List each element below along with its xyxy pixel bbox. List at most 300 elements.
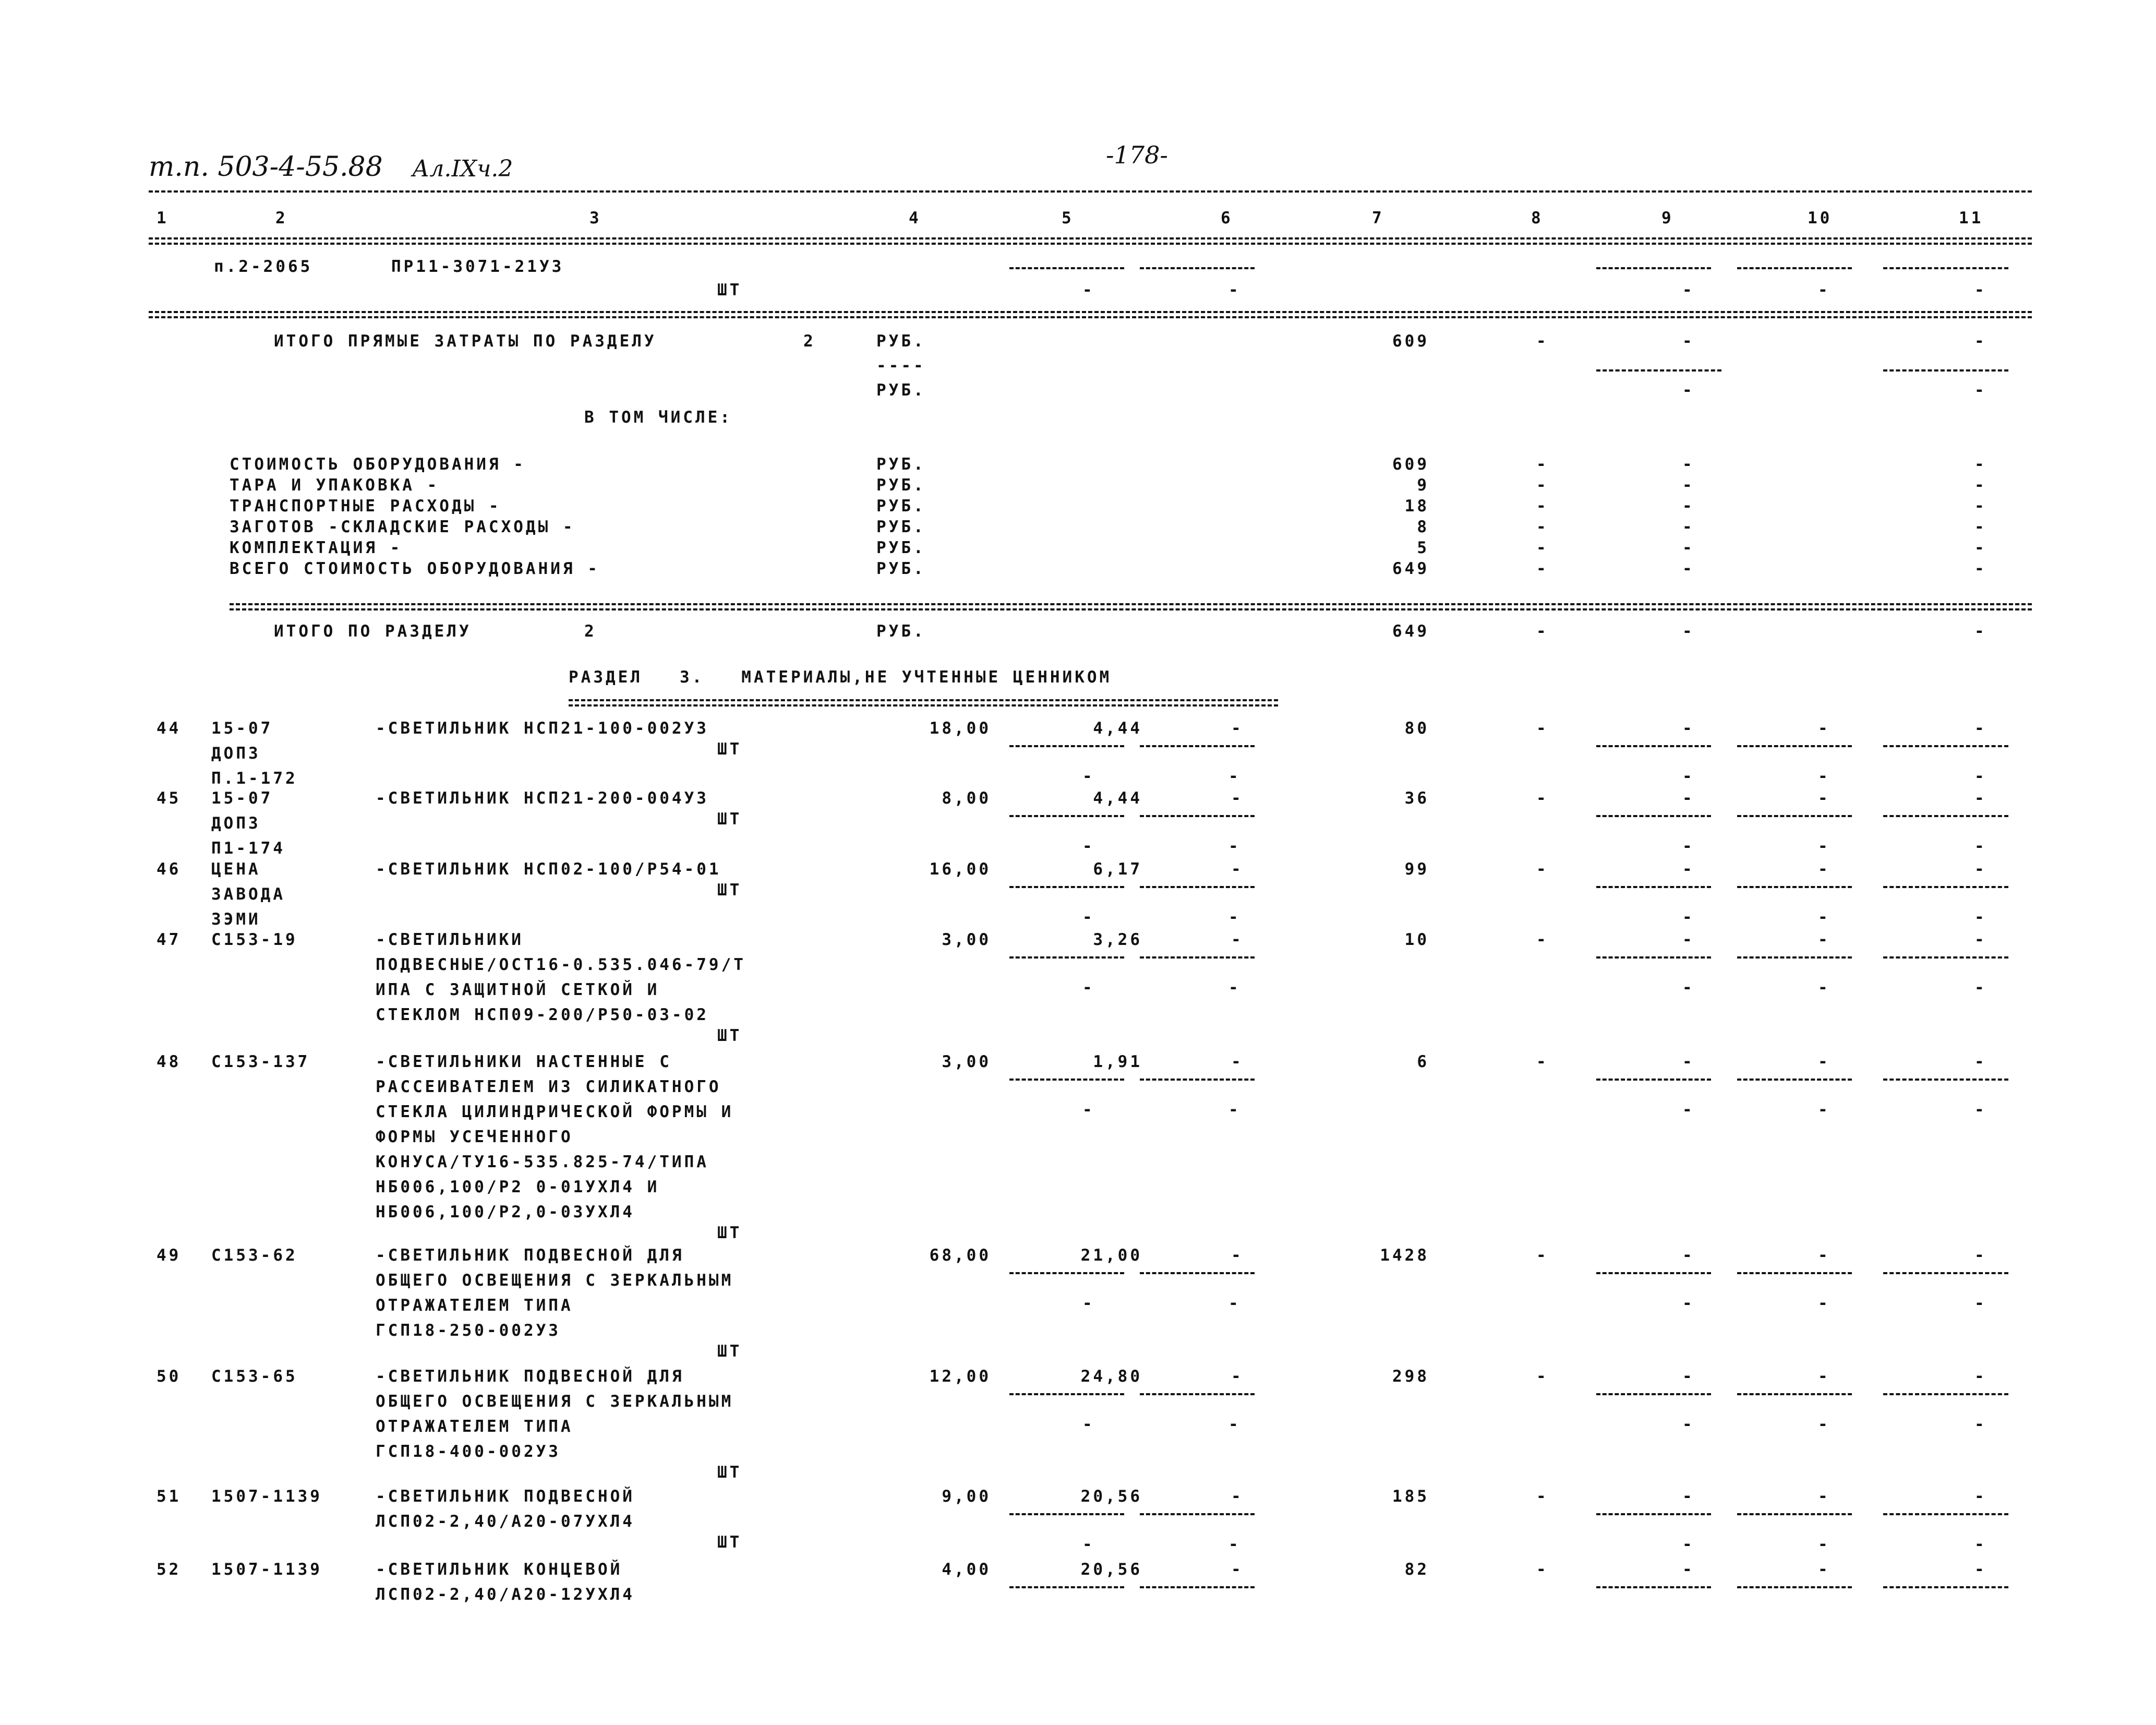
cell-dash: - [1082, 1415, 1095, 1434]
unit-label: РУБ. [876, 538, 926, 557]
cell-dash: - [1974, 789, 1987, 808]
cell-dash: - [1682, 559, 1695, 578]
cell-rule [1737, 886, 1852, 888]
section-number: 2 [584, 622, 597, 641]
column-number: 3 [589, 209, 602, 227]
cell-rule [1883, 369, 2008, 372]
cell-rule [1737, 1586, 1852, 1588]
column-number: 2 [275, 209, 288, 227]
document-code: т.п. 503-4-55.88 [149, 151, 383, 183]
cell-dash: - [1974, 538, 1987, 557]
cell-dash: - [1974, 476, 1987, 495]
cell-rule [1883, 267, 2008, 269]
cell-dash: - [1536, 538, 1549, 557]
item-name: ОТРАЖАТЕЛЕМ ТИПА [376, 1417, 573, 1436]
column-number: 9 [1661, 209, 1674, 227]
cell-rule [1009, 815, 1124, 817]
cell-rule [1140, 267, 1255, 269]
unit-label: ШТ [717, 881, 742, 900]
cell-dash: - [1682, 1560, 1695, 1579]
cell-rule [1140, 1272, 1255, 1274]
cell-rule [1737, 1079, 1852, 1081]
cell-dash: - [1682, 332, 1695, 351]
breakdown-value: 9 [1417, 476, 1429, 495]
unit-price: 20,56 [1080, 1560, 1142, 1579]
cell-dash: - [1682, 978, 1695, 997]
item-code: ДОП3 [211, 744, 261, 763]
unit-price: 20,56 [1080, 1487, 1142, 1506]
cell-dash: - [1082, 1294, 1095, 1313]
cell-rule [1140, 745, 1255, 747]
cell-dash: - [1818, 1415, 1830, 1434]
unit-label: ШТ [717, 1342, 742, 1361]
cell-dash: - [1536, 332, 1549, 351]
cell-dash: - [1682, 767, 1695, 786]
cell-dash: - [1082, 908, 1095, 927]
item-name: -СВЕТИЛЬНИК НСП21-200-004У3 [376, 789, 709, 808]
item-name: ОБЩЕГО ОСВЕЩЕНИЯ С ЗЕРКАЛЬНЫМ [376, 1271, 734, 1290]
cell-dash: - [1231, 930, 1244, 949]
cell-rule [1737, 267, 1852, 269]
section-number: 2 [803, 332, 816, 351]
cell-rule [1009, 1272, 1124, 1274]
cell-rule [1596, 267, 1711, 269]
cell-dash: - [1231, 860, 1244, 879]
item-name: -СВЕТИЛЬНИКИ НАСТЕННЫЕ С [376, 1052, 672, 1071]
unit-label: ШТ [717, 1533, 742, 1552]
unit-price: 6,17 [1093, 860, 1142, 879]
item-code: ДОП3 [211, 814, 261, 833]
unit-price: 3,26 [1093, 930, 1142, 949]
quantity: 3,00 [942, 930, 991, 949]
unit-label: ШТ [717, 810, 742, 829]
cell-dash: - [1818, 860, 1830, 879]
cell-dash: - [1536, 1487, 1549, 1506]
cell-dash: - [1082, 1535, 1095, 1554]
item-number: 50 [156, 1367, 182, 1386]
item-code: 15-07 [211, 719, 273, 738]
cell-dash: - [1974, 1246, 1987, 1265]
cell-rule [1883, 1513, 2008, 1515]
unit-label: ШТ [717, 281, 742, 300]
cell-dash: - [1682, 381, 1695, 400]
cell-dash: - [1818, 1294, 1830, 1313]
cell-rule [1737, 745, 1852, 747]
item-name: ИПА С ЗАЩИТНОЙ СЕТКОЙ И [376, 980, 660, 999]
cell-dash: - [1228, 281, 1241, 300]
total-section-label: ИТОГО ПО РАЗДЕЛУ [274, 622, 472, 641]
unit-label: РУБ. [876, 381, 926, 400]
cell-dash: - [1974, 1367, 1987, 1386]
cell-dash: - [1682, 1052, 1695, 1071]
cell-dash: - [1818, 1535, 1830, 1554]
cell-rule [1140, 1586, 1255, 1588]
cell-rule [1596, 1079, 1711, 1081]
cell-dash: - [1228, 908, 1241, 927]
item-name: -СВЕТИЛЬНИК ПОДВЕСНОЙ ДЛЯ [376, 1246, 684, 1265]
quantity: 16,00 [929, 860, 991, 879]
cell-dash: - [1974, 1535, 1987, 1554]
cell-dash: - [1082, 281, 1095, 300]
total-section-value: 649 [1392, 622, 1429, 641]
item-number: 49 [156, 1246, 182, 1265]
cell-rule [1737, 956, 1852, 959]
cell-rule [1737, 1513, 1852, 1515]
cell-rule [1009, 956, 1124, 959]
unit-label: РУБ. [876, 518, 926, 536]
cell-dash: - [1974, 837, 1987, 856]
cell-rule [1009, 267, 1124, 269]
cell-dash: - [1682, 1100, 1695, 1119]
cell-dash: - [1974, 559, 1987, 578]
column-number: 10 [1808, 209, 1833, 227]
cell-dash: - [1974, 860, 1987, 879]
cell-dash: - [1536, 518, 1549, 536]
item-name: -СВЕТИЛЬНИК КОНЦЕВОЙ [376, 1560, 623, 1579]
item-number: 45 [156, 789, 182, 808]
cell-dash: - [1536, 1367, 1549, 1386]
cell-rule [1140, 1079, 1255, 1081]
cell-dash: - [1974, 767, 1987, 786]
cell-dash: - [1228, 767, 1241, 786]
cell-dash: - [1082, 978, 1095, 997]
breakdown-value: 609 [1392, 455, 1429, 474]
item-code: ЦЕНА [211, 860, 261, 879]
cell-dash: - [1974, 1487, 1987, 1506]
cell-dash: - [1536, 1246, 1549, 1265]
cell-dash: - [1974, 1100, 1987, 1119]
cell-rule [1140, 1513, 1255, 1515]
cell-dash: - [1974, 497, 1987, 516]
cell-dash: - [1682, 518, 1695, 536]
cell-dash: - [1818, 281, 1830, 300]
cell-dash: - [1974, 1294, 1987, 1313]
cell-dash: - [1974, 1415, 1987, 1434]
cell-rule [1009, 886, 1124, 888]
cell-dash: - [1818, 1100, 1830, 1119]
cell-dash: - [1231, 1052, 1244, 1071]
cell-rule [1596, 1586, 1711, 1588]
total-value: 6 [1417, 1052, 1429, 1071]
cell-dash: - [1818, 1246, 1830, 1265]
total-direct-value: 609 [1392, 332, 1429, 351]
unit-label: ШТ [717, 740, 742, 759]
cell-dash: - [1536, 455, 1549, 474]
breakdown-label: ТРАНСПОРТНЫЕ РАСХОДЫ - [230, 497, 501, 516]
cell-rule [1596, 886, 1711, 888]
cell-dash: - [1228, 837, 1241, 856]
cell-rule [1140, 956, 1255, 959]
cell-dash: - [1682, 1487, 1695, 1506]
item-code: С153-62 [211, 1246, 298, 1265]
cell-dash: - [1682, 1294, 1695, 1313]
total-value: 82 [1404, 1560, 1429, 1579]
cell-dash: - [1682, 1535, 1695, 1554]
item-code: 15-07 [211, 789, 273, 808]
cell-dash: - [1974, 281, 1987, 300]
cell-rule [1596, 369, 1721, 372]
cell-dash: - [1228, 1415, 1241, 1434]
cell-dash: - [1974, 381, 1987, 400]
cell-rule [1596, 745, 1711, 747]
item-name: -СВЕТИЛЬНИК ПОДВЕСНОЙ [376, 1487, 635, 1506]
cell-dash: - [1974, 1052, 1987, 1071]
breakdown-value: 5 [1417, 538, 1429, 557]
cell-dash: - [1818, 789, 1830, 808]
cell-dash: - [1682, 1367, 1695, 1386]
cell-dash: - [1974, 908, 1987, 927]
column-header-rule [149, 237, 2032, 245]
section-title: РАЗДЕЛ 3. МАТЕРИАЛЫ,НЕ УЧТЕННЫЕ ЦЕННИКОМ [569, 668, 1112, 687]
item-name: -СВЕТИЛЬНИК НСП21-100-002У3 [376, 719, 709, 738]
item-name: ЛСП02-2,40/А20-12УХЛ4 [376, 1585, 635, 1604]
cell-dash: - [1682, 281, 1695, 300]
cell-dash: - [1974, 622, 1987, 641]
including-label: В ТОМ ЧИСЛЕ: [584, 408, 732, 427]
cell-dash: - [1231, 789, 1244, 808]
cell-dash: - [1974, 1560, 1987, 1579]
section-rule [149, 311, 2032, 318]
total-value: 99 [1404, 860, 1429, 879]
cell-rule [1737, 1272, 1852, 1274]
cell-rule [1140, 886, 1255, 888]
item-name: НБ006,100/Р2 0-01УХЛ4 И [376, 1178, 660, 1196]
cell-dash: - [1818, 930, 1830, 949]
cell-dash: - [1818, 1560, 1830, 1579]
cell-dash: - [1228, 1535, 1241, 1554]
cell-dash: - [1231, 719, 1244, 738]
item-code: С153-19 [211, 930, 298, 949]
cell-dash: - [1536, 476, 1549, 495]
cell-dash: - [1682, 476, 1695, 495]
cell-dash: - [1818, 978, 1830, 997]
item-name: ОТРАЖАТЕЛЕМ ТИПА [376, 1296, 573, 1315]
cell-rule [1883, 886, 2008, 888]
quantity: 3,00 [942, 1052, 991, 1071]
header-rule [149, 190, 2032, 193]
breakdown-value: 649 [1392, 559, 1429, 578]
cell-dash: - [1231, 1487, 1244, 1506]
cell-dash: - [1818, 837, 1830, 856]
item-name: КОНУСА/ТУ16-535.825-74/ТИПА [376, 1153, 709, 1171]
cell-dash: - [1536, 559, 1549, 578]
cell-dash: - [1682, 1246, 1695, 1265]
unit-label: РУБ. [876, 497, 926, 516]
column-number: 8 [1531, 209, 1544, 227]
cell-dash: - [1536, 789, 1549, 808]
cell-rule [1737, 815, 1852, 817]
cell-dash: - [1082, 837, 1095, 856]
cell-rule [1883, 745, 2008, 747]
column-number: 11 [1959, 209, 1984, 227]
item-name: НБ006,100/Р2,0-03УХЛ4 [376, 1203, 635, 1221]
cell-dash: - [1818, 1367, 1830, 1386]
cell-dash: - [1818, 719, 1830, 738]
item-code: ЗЭМИ [211, 910, 261, 929]
item-name: ФОРМЫ УСЕЧЕННОГО [376, 1128, 573, 1146]
quantity: 12,00 [929, 1367, 991, 1386]
cell-dash: - [1974, 719, 1987, 738]
breakdown-value: 8 [1417, 518, 1429, 536]
unit-price: 4,44 [1093, 789, 1142, 808]
cell-dash: - [1536, 1560, 1549, 1579]
cell-dash: - [1682, 930, 1695, 949]
item-name: ЛСП02-2,40/А20-07УХЛ4 [376, 1512, 635, 1531]
cell-dash: - [1231, 1246, 1244, 1265]
cell-rule [1140, 815, 1255, 817]
breakdown-label: ЗАГОТОВ -СКЛАДСКИЕ РАСХОДЫ - [230, 518, 575, 536]
item-code: П.1-172 [211, 769, 298, 788]
item-name: ОБЩЕГО ОСВЕЩЕНИЯ С ЗЕРКАЛЬНЫМ [376, 1392, 734, 1411]
unit-label: РУБ. [876, 559, 926, 578]
cell-dash: - [1682, 622, 1695, 641]
cell-dash: - [1818, 908, 1830, 927]
column-number: 1 [156, 209, 169, 227]
cell-dash: - [1082, 767, 1095, 786]
cell-rule [1140, 1393, 1255, 1395]
item-code: П1-174 [211, 839, 285, 858]
cell-dash: - [1682, 860, 1695, 879]
section-rule [230, 603, 2032, 610]
cell-rule [1009, 1586, 1124, 1588]
section-title-underline [569, 699, 1278, 706]
cell-dash: - [1974, 978, 1987, 997]
item-name: ГСП18-250-002У3 [376, 1321, 561, 1340]
unit-price: 4,44 [1093, 719, 1142, 738]
unit-label: ШТ [717, 1463, 742, 1482]
item-number: 48 [156, 1052, 182, 1071]
column-number: 6 [1221, 209, 1233, 227]
unit-label: РУБ. [876, 455, 926, 474]
cell-rule [1596, 1393, 1711, 1395]
item-code: 1507-1139 [211, 1560, 322, 1579]
item-number: 52 [156, 1560, 182, 1579]
quantity: 68,00 [929, 1246, 991, 1265]
cell-dash: - [1682, 497, 1695, 516]
unit-price: 21,00 [1080, 1246, 1142, 1265]
item-code: С153-137 [211, 1052, 310, 1071]
column-number: 7 [1372, 209, 1384, 227]
cell-rule [1883, 815, 2008, 817]
cell-rule [1596, 1272, 1711, 1274]
page-number: -178- [1106, 141, 1168, 169]
cell-rule [1883, 1079, 2008, 1081]
unit-price: 24,80 [1080, 1367, 1142, 1386]
cell-rule [1009, 1079, 1124, 1081]
album-reference: Ал.IXч.2 [412, 155, 513, 182]
cell-rule [1009, 1393, 1124, 1395]
cell-rule [1596, 815, 1711, 817]
total-value: 185 [1392, 1487, 1429, 1506]
cell-dash: - [1228, 1100, 1241, 1119]
item-code: С153-65 [211, 1367, 298, 1386]
quantity: 4,00 [942, 1560, 991, 1579]
quantity: 18,00 [929, 719, 991, 738]
unit-price: 1,91 [1093, 1052, 1142, 1071]
column-number: 4 [909, 209, 921, 227]
unit-label: РУБ. [876, 332, 926, 351]
cell-dash: - [1231, 1367, 1244, 1386]
breakdown-label: КОМПЛЕКТАЦИЯ - [230, 538, 403, 557]
cell-dash: - [1818, 1487, 1830, 1506]
cell-dash: - [1818, 1052, 1830, 1071]
cell-dash: - [1228, 1294, 1241, 1313]
item-name: -СВЕТИЛЬНИК НСП02-100/Р54-01 [376, 860, 721, 879]
item-name: ПОДВЕСНЫЕ/ОСТ16-0.535.046-79/Т [376, 955, 746, 974]
unit-label: ШТ [717, 1224, 742, 1242]
cell-rule [1009, 745, 1124, 747]
cell-dash: - [1682, 719, 1695, 738]
breakdown-value: 18 [1404, 497, 1429, 516]
cell-dash: - [1974, 518, 1987, 536]
cell-rule [1596, 956, 1711, 959]
item-number: 44 [156, 719, 182, 738]
item-number: 47 [156, 930, 182, 949]
item-name: -СВЕТИЛЬНИК ПОДВЕСНОЙ ДЛЯ [376, 1367, 684, 1386]
total-value: 1428 [1380, 1246, 1429, 1265]
column-number: 5 [1062, 209, 1074, 227]
item-name: СТЕКЛА ЦИЛИНДРИЧЕСКОЙ ФОРМЫ И [376, 1103, 734, 1121]
cell-dash: - [1682, 789, 1695, 808]
cell-dash: - [1228, 978, 1241, 997]
unit-label: РУБ. [876, 476, 926, 495]
cell-dash: - [1536, 860, 1549, 879]
cell-dash: - [1536, 622, 1549, 641]
total-value: 298 [1392, 1367, 1429, 1386]
cell-rule [1883, 1272, 2008, 1274]
quantity: 9,00 [942, 1487, 991, 1506]
total-value: 10 [1404, 930, 1429, 949]
cell-rule [1883, 1393, 2008, 1395]
position-code: п.2-2065 [214, 257, 313, 276]
item-number: 46 [156, 860, 182, 879]
cell-dash: - [1974, 455, 1987, 474]
cell-dash: - [1974, 332, 1987, 351]
total-value: 80 [1404, 719, 1429, 738]
cell-dash: - [1536, 719, 1549, 738]
unit-label: РУБ. [876, 622, 926, 641]
item-name: СТЕКЛОМ НСП09-200/Р50-03-02 [376, 1005, 709, 1024]
total-direct-label: ИТОГО ПРЯМЫЕ ЗАТРАТЫ ПО РАЗДЕЛУ [274, 332, 657, 351]
cell-rule [1883, 1586, 2008, 1588]
item-name: РАССЕИВАТЕЛЕМ ИЗ СИЛИКАТНОГО [376, 1077, 721, 1096]
cell-rule [1009, 1513, 1124, 1515]
cell-rule [1883, 956, 2008, 959]
cell-dash: - [1682, 538, 1695, 557]
cell-dash: - [1082, 1100, 1095, 1119]
unit-label: ШТ [717, 1026, 742, 1045]
item-name: -СВЕТИЛЬНИКИ [376, 930, 524, 949]
item-code: 1507-1139 [211, 1487, 322, 1506]
cell-dash: - [1682, 455, 1695, 474]
item-name: ГСП18-400-002У3 [376, 1442, 561, 1461]
cell-dash: - [1536, 930, 1549, 949]
cell-dash: - [1974, 930, 1987, 949]
breakdown-label: ВСЕГО СТОИМОСТЬ ОБОРУДОВАНИЯ - [230, 559, 600, 578]
unit-label: ---- [876, 356, 926, 375]
cell-dash: - [1536, 1052, 1549, 1071]
breakdown-label: ТАРА И УПАКОВКА - [230, 476, 440, 495]
cell-dash: - [1231, 1560, 1244, 1579]
cell-rule [1596, 1513, 1711, 1515]
cell-rule [1737, 1393, 1852, 1395]
item-number: 51 [156, 1487, 182, 1506]
item-code: ЗАВОДА [211, 885, 285, 904]
cell-dash: - [1682, 1415, 1695, 1434]
item-name: ПР11-3071-21У3 [391, 257, 564, 276]
quantity: 8,00 [942, 789, 991, 808]
breakdown-label: СТОИМОСТЬ ОБОРУДОВАНИЯ - [230, 455, 526, 474]
